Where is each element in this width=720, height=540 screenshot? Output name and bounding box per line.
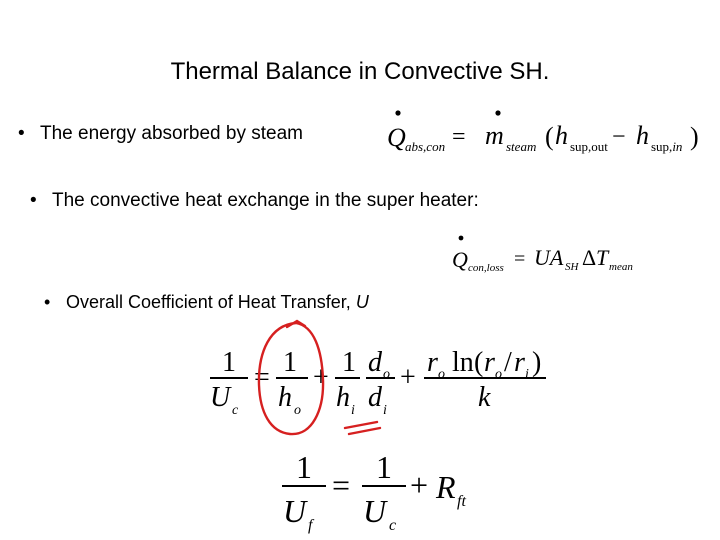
bullet-marker: • [44, 292, 51, 312]
svg-text:U: U [283, 493, 307, 529]
bullet-marker: • [18, 123, 25, 144]
svg-text:+: + [410, 467, 429, 503]
svg-text:h: h [555, 121, 568, 150]
svg-text:r: r [484, 347, 495, 378]
svg-text:+: + [400, 362, 416, 393]
equation-q-absorbed [387, 110, 699, 154]
svg-text:c: c [389, 517, 397, 534]
svg-text:h: h [278, 382, 292, 413]
svg-text:R: R [436, 469, 456, 505]
equation-u-clean [210, 347, 546, 418]
svg-text:T: T [596, 245, 609, 270]
annotation-arrow-tick [287, 321, 305, 327]
svg-text:Q: Q [387, 123, 406, 152]
svg-text:i: i [525, 367, 529, 382]
svg-text:m: m [485, 121, 504, 150]
svg-text:d: d [368, 382, 382, 413]
svg-text:h: h [636, 121, 649, 150]
bullet-energy-absorbed [18, 123, 303, 145]
svg-text:o: o [383, 367, 390, 382]
equation-u-fouled [282, 449, 466, 534]
svg-text:f: f [308, 517, 313, 534]
svg-text:=: = [332, 467, 351, 503]
svg-text:o: o [294, 403, 301, 418]
svg-text:ln: ln [452, 347, 474, 378]
svg-text:/: / [504, 347, 512, 378]
slide-title: Thermal Balance in Convective SH. [170, 58, 550, 85]
svg-text:o: o [438, 367, 445, 382]
bullet-marker: • [30, 190, 37, 211]
equation-q-convective [452, 236, 633, 274]
svg-text:h: h [336, 382, 350, 413]
svg-text:abs,con: abs,con [405, 139, 446, 154]
svg-text:1: 1 [376, 449, 392, 485]
annotation-underline-2 [349, 428, 380, 434]
bullet-variable: U [355, 292, 369, 312]
svg-text:sup,out: sup,out [570, 139, 608, 154]
svg-text:i: i [383, 403, 387, 418]
svg-text:Q: Q [452, 247, 468, 272]
svg-text:1: 1 [296, 449, 312, 485]
svg-text:i: i [351, 403, 355, 418]
svg-text:−: − [612, 124, 626, 150]
svg-text:1: 1 [283, 347, 297, 378]
bullet-text: The energy absorbed by steam [40, 123, 303, 144]
bullet-overall-coefficient [44, 292, 369, 313]
svg-text:(: ( [545, 122, 554, 151]
svg-text:mean: mean [609, 261, 633, 273]
svg-text:d: d [368, 347, 382, 378]
svg-text:k: k [478, 382, 491, 413]
svg-text:=: = [514, 248, 526, 270]
bullet-convective-exchange [30, 190, 479, 212]
svg-text:con,loss: con,loss [468, 262, 504, 274]
svg-text:steam: steam [506, 139, 537, 154]
svg-text:U: U [210, 382, 231, 413]
bullet-text: Overall Coefficient of Heat Transfer, [66, 292, 356, 312]
svg-text:sup,in: sup,in [651, 139, 683, 154]
svg-text:): ) [690, 122, 699, 151]
svg-text:=: = [452, 124, 466, 150]
svg-text:Δ: Δ [582, 245, 597, 270]
annotation-circle [259, 323, 323, 434]
svg-text:(: ( [474, 347, 484, 378]
svg-text:+: + [313, 362, 329, 393]
svg-text:SH: SH [565, 261, 579, 273]
svg-text:o: o [495, 367, 502, 382]
svg-text:r: r [514, 347, 525, 378]
bullet-text: The convective heat exchange in the super heater: [52, 190, 479, 211]
svg-text:UA: UA [534, 245, 564, 270]
annotation-underline-1 [345, 422, 377, 428]
svg-text:): ) [532, 347, 542, 378]
annotation-markup [259, 321, 380, 434]
svg-text:=: = [254, 362, 270, 393]
svg-text:ft: ft [457, 493, 466, 510]
svg-text:c: c [232, 403, 239, 418]
svg-text:1: 1 [342, 347, 356, 378]
svg-text:r: r [427, 347, 438, 378]
svg-text:1: 1 [222, 347, 236, 378]
svg-text:U: U [363, 493, 387, 529]
